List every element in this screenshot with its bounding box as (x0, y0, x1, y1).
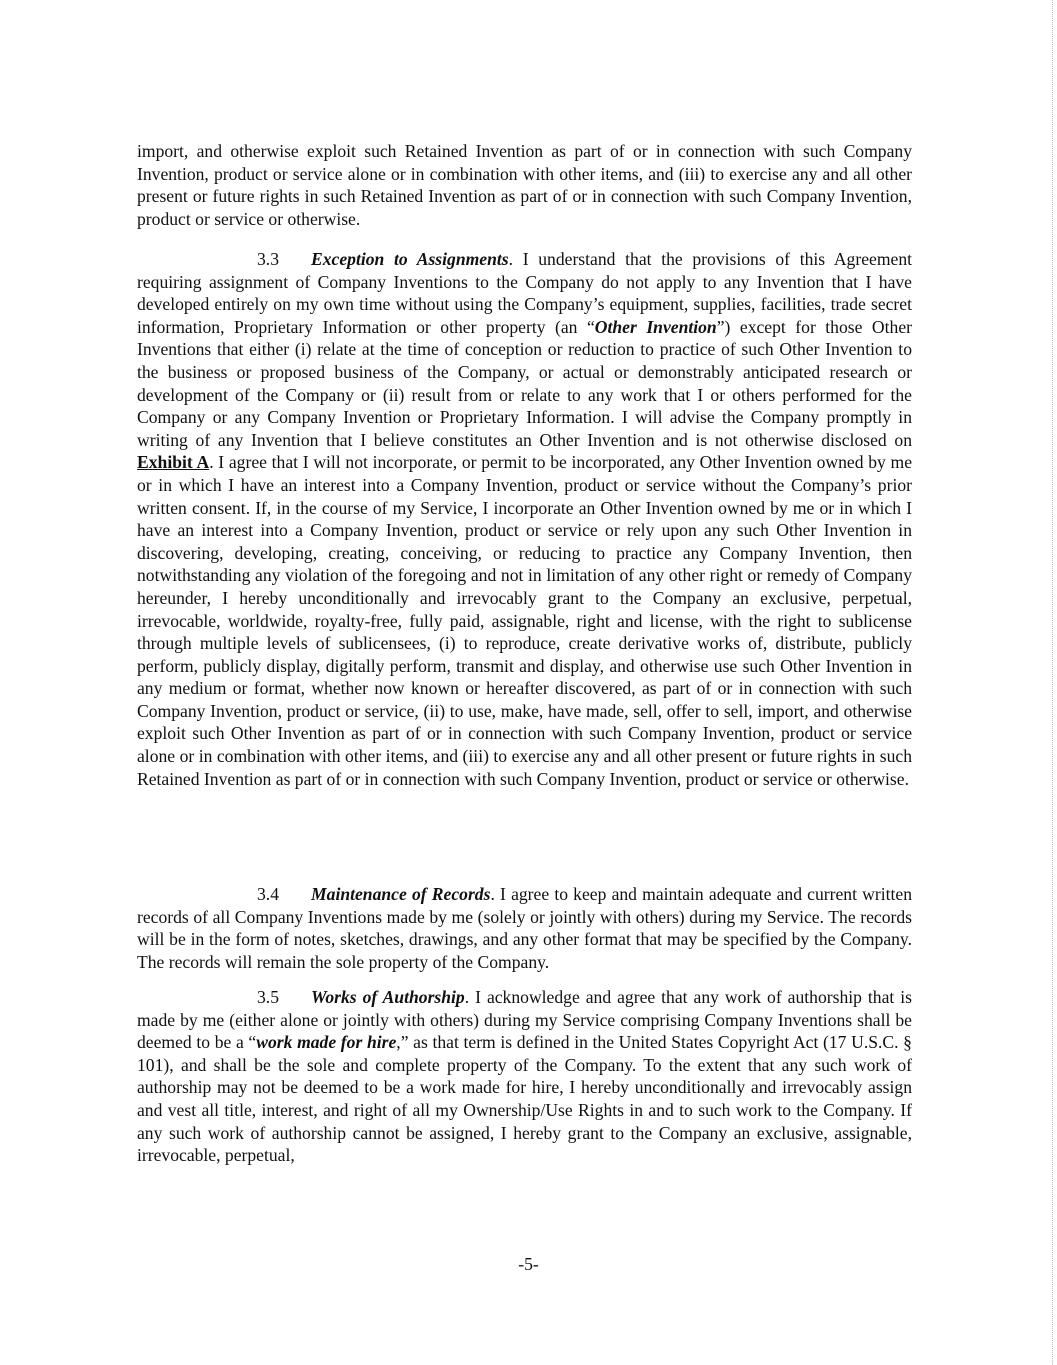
section-3-3 (137, 248, 912, 790)
section-heading: Maintenance of Records (311, 884, 491, 904)
section-text: . I agree that I will not incorporate, or permit to be incorporated, any Other Invention owned by me or in which I have an interest into a Company Invention, product or service without the Company’s prior written consent. If, in the course of my Service, I incorporate an Other Invention owned by me or in which I have an interest into a Company Invention, product or service or rely upon any such Other Invention in discovering, developing, creating, conceiving, or reducing to practice any Company Invention, then notwithstanding any violation of the foregoing and not in limitation of any other right or remedy of Company hereunder, I hereby unconditionally and irrevocably grant to the Company an exclusive, perpetual, irrevocable, worldwide, royalty-free, fully paid, assignable, right and license, with the right to sublicense through multiple levels of sublicensees, (i) to reproduce, create derivative works of, distribute, publicly perform, publicly display, digitally perform, transmit and display, and otherwise use such Other Invention in any medium or format, whether now known or hereafter discovered, as part of or in connection with such Company Invention, product or service, (ii) to use, make, have made, sell, offer to sell, import, and otherwise exploit such Other Invention as part of or in connection with such Company Invention, product or service alone or in combination with other items, and (iii) to exercise any and all other present or future rights in such Retained Invention as part of or in connection with such Company Invention, product or service or otherwise. (137, 452, 912, 789)
defined-term: Other Invention (594, 316, 717, 337)
section-text: . I agree to keep and maintain adequate and current written records of all Company Inventions made by me (solely or jointly with others) during my Service. The records will be in the form of notes, sketches, drawings, and any other format that may be specified by the Company. The records will remain the sole property of the Company. (137, 884, 912, 972)
paragraph-3-2-continuation (137, 140, 912, 230)
section-heading: Works of Authorship (311, 987, 465, 1007)
exhibit-reference: Exhibit A (137, 452, 210, 473)
section-number: 3.3 (257, 249, 279, 269)
scan-edge-line (1051, 0, 1053, 1365)
section-text: ”) except for those Other Inventions that either (i) relate at the time of conception or reduction to practice of such Other Invention to the business or proposed business of the Company, or actual or demonstrably anticipated research or development of the Company or (ii) result from or relate to any work that I or others performed for the Company or any Company Invention or Proprietary Information. I will advise the Company promptly in writing of any Invention that I believe constitutes an Other Invention and is not otherwise disclosed on (137, 316, 912, 450)
paragraph-text: import, and otherwise exploit such Retained Invention as part of or in connection with such Company Invention, product or service alone or in combination with other items, and (iii) to exercise any and all other present or future rights in such Retained Invention as part of or in connection with such Company Invention, product or service or otherwise. (137, 141, 912, 229)
section-text: . I understand that the provisions of this Agreement requiring assignment of Company Inventions to the Company do not apply to any Invention that I have developed entirely on my own time without using the Company’s equipment, supplies, facilities, trade secret information, Proprietary Information or other property (an “ (137, 249, 913, 337)
section-3-5 (137, 986, 912, 1167)
section-3-4 (137, 883, 912, 973)
section-heading: Exception to Assignments (311, 249, 509, 269)
page-number: -5- (518, 1254, 539, 1274)
section-number: 3.5 (257, 987, 279, 1007)
section-text: ,” as that term is defined in the United States Copyright Act (17 U.S.C. § 101), and shall be the sole and complete property of the Company. To the extent that any such work of authorship may not be deemed to be a work made for hire, I hereby unconditionally and irrevocably assign and vest all title, interest, and right of all my Ownership/Use Rights in and to such work to the Company. If any such work of authorship cannot be assigned, I hereby grant to the Company an exclusive, assignable, irrevocable, perpetual, (137, 1032, 912, 1166)
defined-term: work made for hire (256, 1032, 397, 1053)
section-number: 3.4 (257, 884, 279, 904)
section-text: . I acknowledge and agree that any work of authorship that is made by me (either alone or jointly with others) during my Service comprising Company Inventions shall be deemed to be a “ (137, 987, 912, 1053)
